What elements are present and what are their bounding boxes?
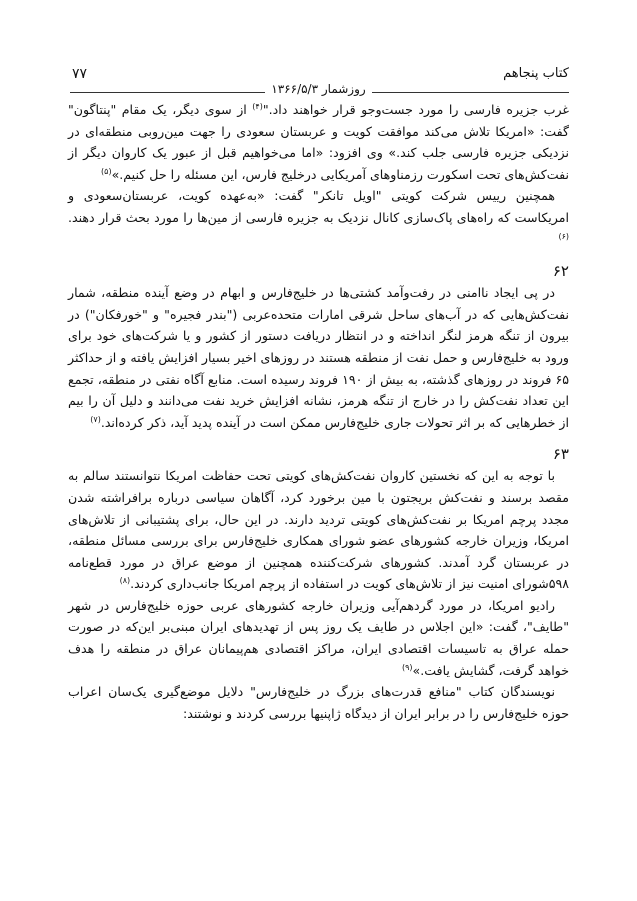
paragraph-text: رادیو امریکا، در مورد گردهم‌آیی وزیران خارجه کشورهای عربی حوزه خلیج‌فارس در شهر "طایف"، گفت: «این اجلاس در طایف یک روز پس از تهدیدهای ایران مبنی‌بر این‌که در صورت حمله عراق به تاسیسات اقتصادی ایران، مراکز اقتصادی هم‌پیمانان عراق در منطقه را هدف خواهد گرفت، گشایش یافت.» <box>68 597 569 678</box>
footnote-ref: (۵) <box>101 166 112 176</box>
paragraph-text: نویسندگان کتاب "منافع قدرت‌های بزرگ در خلیج‌فارس" دلایل موضع‌گیری یک‌سان اعراب حوزه خلیج‌فارس را در برابر ایران از دیدگاه ژاپنیها بررسی کردند و نوشتند: <box>68 684 569 721</box>
date-line <box>0 82 637 96</box>
paragraph-text: با توجه به این که نخستین کاروان نفت‌کش‌های کویتی تحت حفاظت امریکا نتوانستند سالم به مقصد برسند و نفت‌کش بریجتون با مین برخورد کرد، آگاهان سیاسی درباره برافراشته شدن مجدد پرچم امریکا بر نفت‌کش‌های کویتی تردید دارند. در این حال، برای پشتیبانی از تلاش‌های امریکا، وزیران خارجه کشورهای عضو شورای همکاری خلیج‌فارس برای بررسی مسائل منطقه، در عربستان گرد آمدند. کشورهای شرکت‌کننده همچنین از موضع عراق در مورد قطع‌نامه ۵۹۸شورای امنیت نیز از تلاش‌های کویت در استفاده از پرچم امریکا جانب‌داری کردند. <box>68 468 569 592</box>
footnote-ref: (۶) <box>558 231 569 241</box>
paragraph-text: از سوی دیگر، یک مقام "پنتاگون" گفت: «امریکا تلاش می‌کند موافقت کویت و عربستان سعودی را جهت مین‌روبی منطقه‌ای در نزدیکی جزیره فارسی جلب کند.» وی افزود: «اما می‌خواهیم قبل از عبور یک کاروان دیگر از نفت‌کش‌های تحت اسکورت رزمناوهای آمریکایی درخلیج فارس، این مسئله را حل کنیم.» <box>68 102 569 182</box>
paragraph <box>68 185 569 250</box>
footnote-ref: (۸) <box>119 576 131 586</box>
page-number: ۷۷ <box>72 66 88 82</box>
paragraph <box>68 681 569 724</box>
section-number: ۶۲ <box>552 262 569 281</box>
paragraph-text: همچنین رییس شرکت کویتی "اویل تانکر" گفت: «به‌عهده کویت، عربستان‌سعودی و امریکاست که راه‌های پاک‌سازی کانال نزدیک به جزیره فارسی از مین‌ها را مورد بحث قرار دهند. <box>68 188 569 225</box>
footnote-ref: (۹) <box>401 662 413 672</box>
page-body <box>68 99 569 724</box>
footnote-ref: (۴) <box>252 101 263 111</box>
paragraph-text: در پی ایجاد ناامنی در رفت‌وآمد کشتی‌ها در خلیج‌فارس و ابهام در وضع آینده منطقه، شمار نفت‌کش‌هایی که در آب‌های ساحل شرقی امارات متحده‌عربی ("بندر فجیره" و "خورفکان") در بیرون از تنگه هرمز لنگر انداخته و در انتظار دریافت دستور از کشور و یا شرکت‌های خود برای ورود به خلیج‌فارس و حمل نفت از منطقه هستند در روزهای اخیر بسیار افزایش یافته و از حداکثر ۶۵ فروند در روزهای گذشته، به بیش از ۱۹۰ فروند رسیده است. منابع آگاه نفتی در منطقه، تجمع این تعداد نفت‌کش را در خارج از تنگه هرمز، نشانه افزایش خرید نفت می‌دانند و دلیل آن را بیم از خطرهایی که بر اثر تحولات جاری خلیج‌فارس ممکن است در آینده پدید آید، ذکر کرده‌اند. <box>68 285 570 430</box>
paragraph <box>68 465 569 595</box>
section-number: ۶۳ <box>552 445 569 464</box>
footnote-ref: (۷) <box>90 414 101 424</box>
paragraph <box>68 282 569 433</box>
date-text: روزشمار ۱۳۶۶/۵/۳ <box>265 82 371 96</box>
paragraph-text: غرب جزیره فارسی را مورد جست‌وجو قرار خواهند داد." <box>262 102 569 117</box>
book-title: کتاب پنجاهم <box>503 66 569 81</box>
paragraph <box>68 595 569 681</box>
paragraph <box>68 99 569 185</box>
